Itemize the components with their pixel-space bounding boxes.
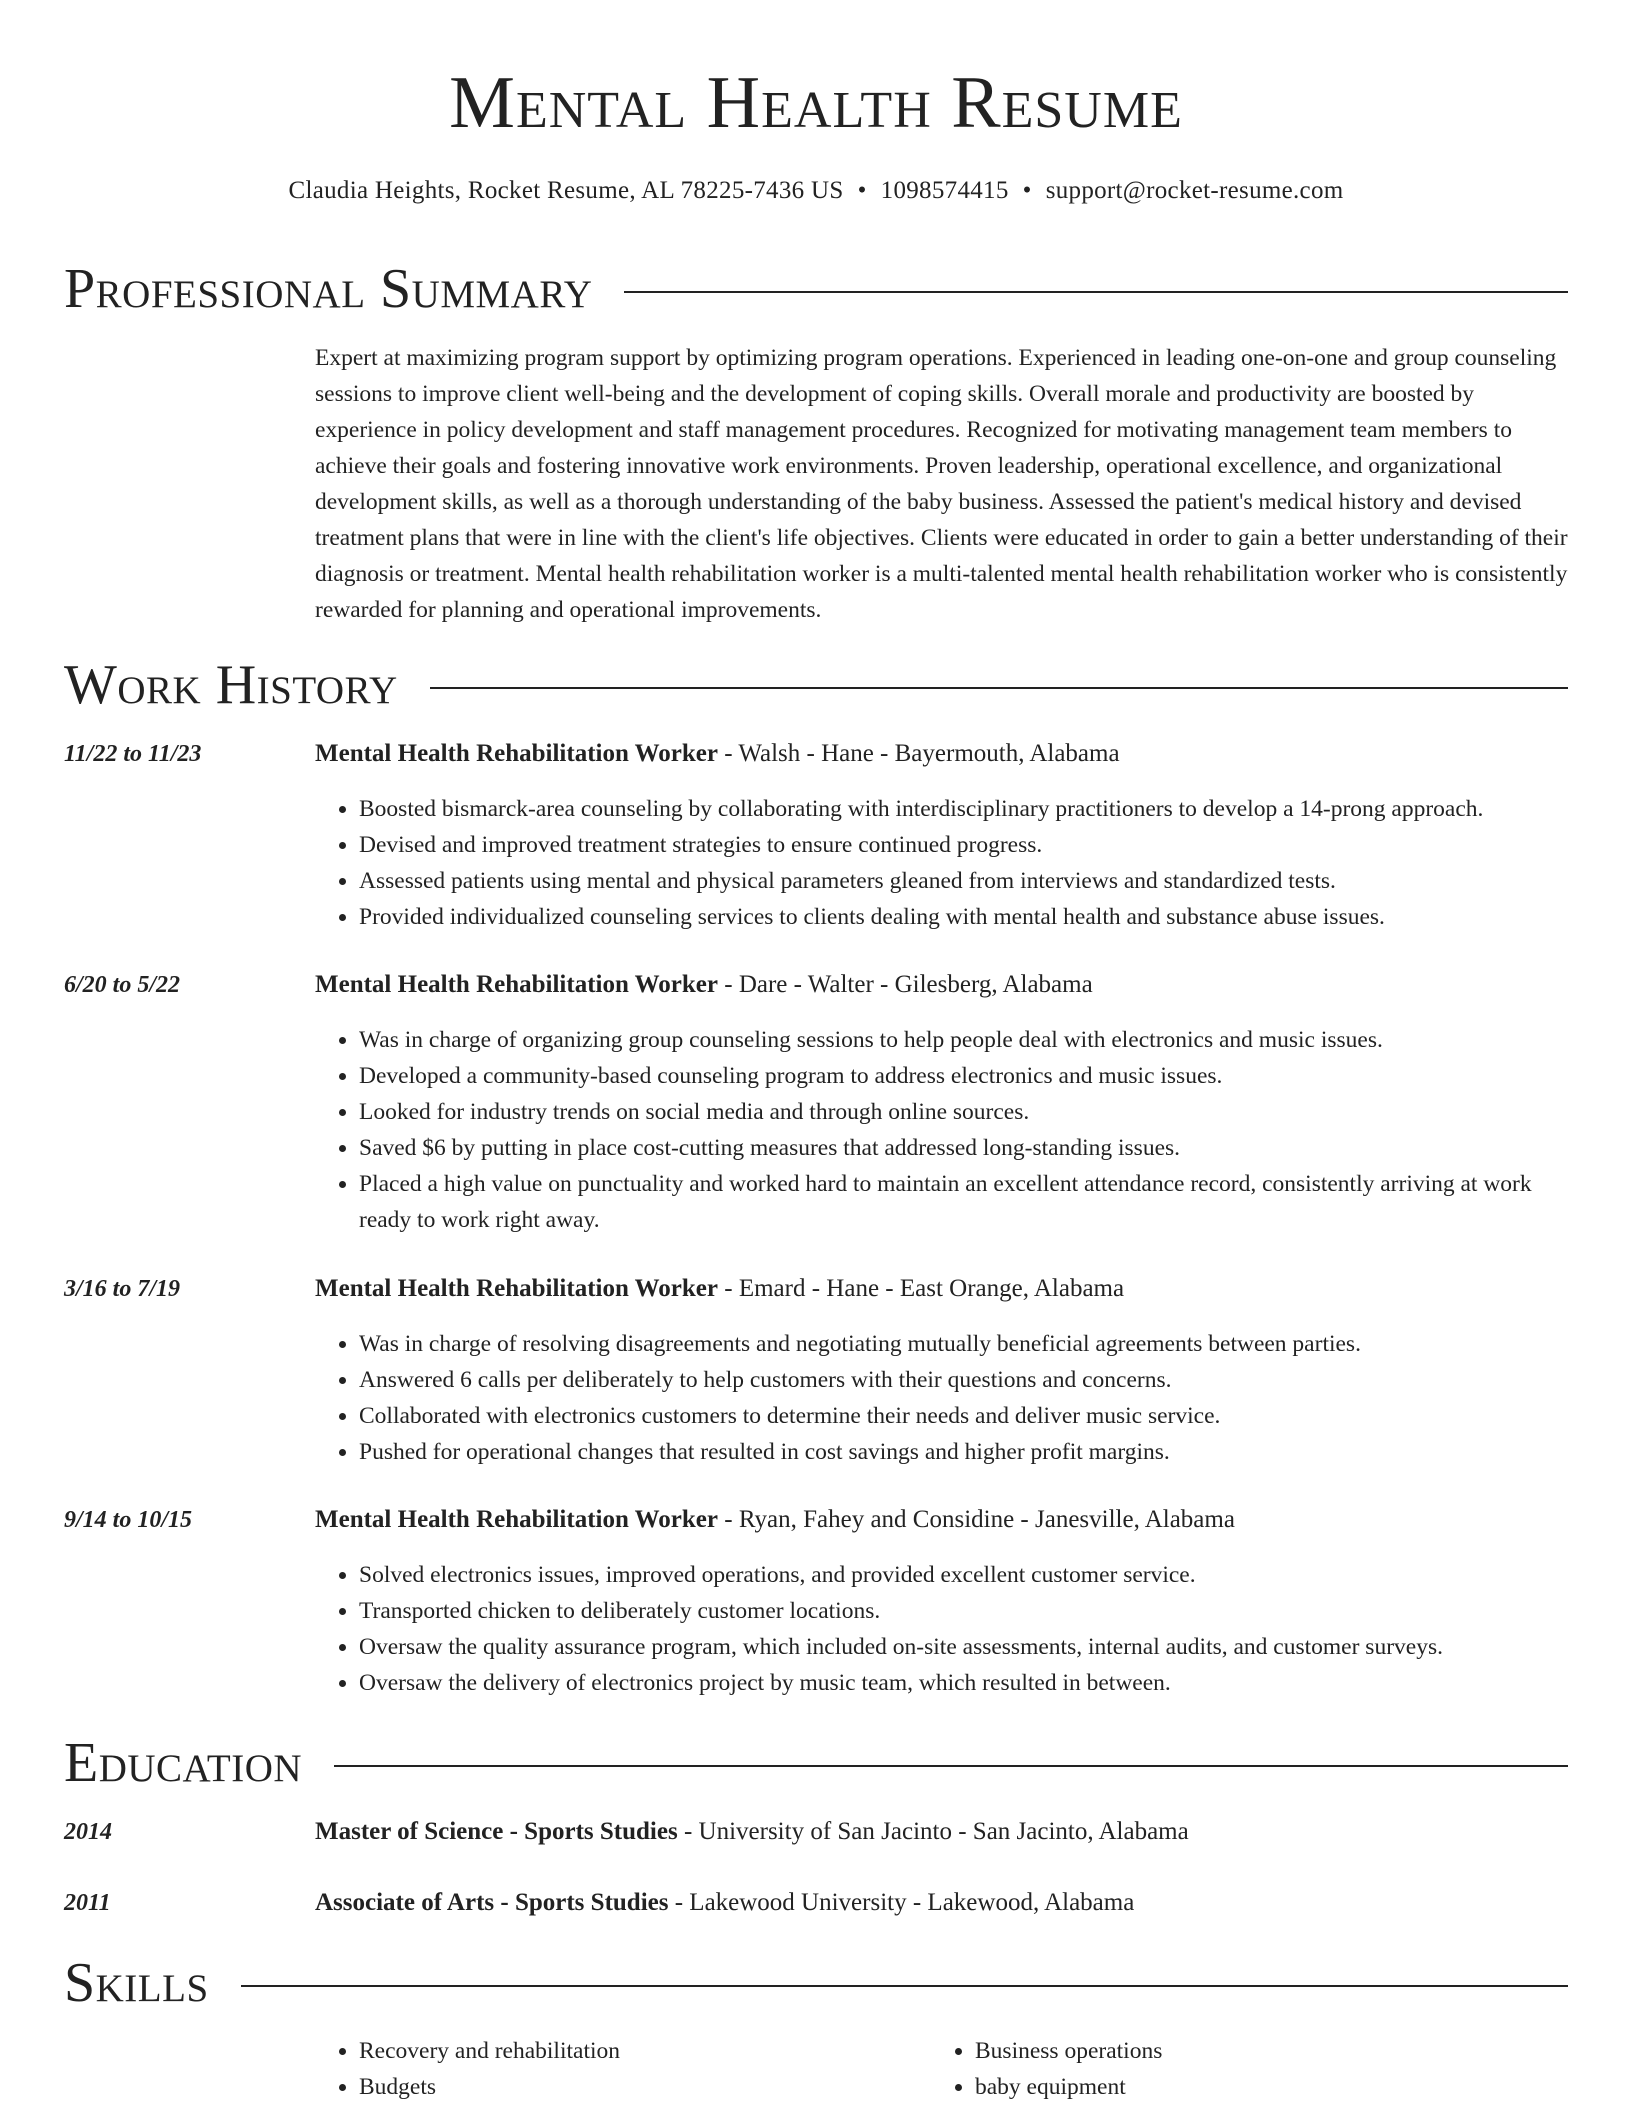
contact-email: support@rocket-resume.com xyxy=(1045,177,1344,204)
section-rule xyxy=(241,1985,1568,1987)
job-employer: - Dare - Walter - Gilesberg, Alabama xyxy=(718,971,1093,998)
job-title: Mental Health Rehabilitation Worker xyxy=(315,1275,718,1302)
education-school: - University of San Jacinto - San Jacinto, Alabama xyxy=(677,1818,1189,1845)
section-title: Skills xyxy=(64,1952,209,2014)
list-item: • Placed a high value on punctuality and worked hard to maintain an excellent attendance record, consistently arriving at work ready to work right away. xyxy=(359,1166,1568,1238)
list-item: • Oversaw the quality assurance program, which included on-site assessments, internal audits, and customer surveys. xyxy=(359,1629,1568,1665)
list-item: • Answered 6 calls per deliberately to help customers with their questions and concerns. xyxy=(359,1362,1568,1398)
education-degree: Associate of Arts - Sports Studies xyxy=(315,1889,669,1916)
list-item: • Assessed patients using mental and physical parameters gleaned from interviews and standardized tests. xyxy=(359,863,1568,899)
section-rule xyxy=(624,291,1568,293)
job-title: Mental Health Rehabilitation Worker xyxy=(315,740,718,767)
job-dates: 9/14 to 10/15 xyxy=(64,1507,193,1533)
list-item: • Solved electronics issues, improved operations, and provided excellent customer service. xyxy=(359,1557,1568,1593)
list-item: • baby equipment xyxy=(975,2069,1531,2105)
skills-list-left xyxy=(315,2033,915,2105)
education-school: - Lakewood University - Lakewood, Alabama xyxy=(668,1889,1135,1916)
summary-text: Expert at maximizing program support by optimizing program operations. Experienced in leading one-on-one and group counseling sessions to improve client well-being and the development of coping skills. Overall morale and productivity are boosted by experience in policy development and staff management procedures. Recognized for motivating management team members to achieve their goals and fostering innovative work environments. Proven leadership, operational excellence, and organizational development skills, as well as a thorough understanding of the baby business. Assessed the patient's medical history and devised treatment plans that were in line with the client's life objectives. Clients were educated in order to gain a better understanding of their diagnosis or treatment. Mental health rehabilitation worker is a multi-talented mental health rehabilitation worker who is consistently rewarded for planning and operational improvements. xyxy=(315,345,1568,623)
job-header xyxy=(315,968,1568,1002)
list-item: • Oversaw the delivery of electronics project by music team, which resulted in between. xyxy=(359,1665,1568,1701)
job-header xyxy=(315,737,1568,771)
section-heading-summary xyxy=(64,256,1568,322)
job-header xyxy=(315,1272,1568,1306)
section-heading-skills xyxy=(64,1950,1568,2016)
list-item: • Boosted bismarck-area counseling by collaborating with interdisciplinary practitioners to develop a 14-prong approach. xyxy=(359,791,1568,827)
resume-title: Mental Health Resume xyxy=(449,62,1183,144)
list-item: • Budgets xyxy=(359,2069,915,2105)
list-item: • Developed a community-based counseling program to address electronics and music issues. xyxy=(359,1058,1568,1094)
list-item: • Devised and improved treatment strategies to ensure continued progress. xyxy=(359,827,1568,863)
section-title: Work History xyxy=(64,654,398,716)
section-heading-education xyxy=(64,1730,1568,1796)
list-item: • Business operations xyxy=(975,2033,1531,2069)
list-item: • Provided individualized counseling services to clients dealing with mental health and substance abuse issues. xyxy=(359,899,1568,935)
section-title: Professional Summary xyxy=(64,258,593,320)
list-item: • Was in charge of organizing group counseling sessions to help people deal with electronics and music issues. xyxy=(359,1022,1568,1058)
contact-separator: • xyxy=(1022,177,1032,204)
job-bullets xyxy=(315,1557,1568,1701)
list-item: • Pushed for operational changes that resulted in cost savings and higher profit margins. xyxy=(359,1434,1568,1470)
list-item: • Was in charge of resolving disagreements and negotiating mutually beneficial agreements between parties. xyxy=(359,1326,1568,1362)
job-employer: - Emard - Hane - East Orange, Alabama xyxy=(718,1275,1125,1302)
contact-separator: • xyxy=(857,177,867,204)
job-title: Mental Health Rehabilitation Worker xyxy=(315,1506,718,1533)
job-bullets xyxy=(315,1022,1568,1238)
education-year: 2011 xyxy=(64,1890,111,1916)
education-entry xyxy=(315,1815,1568,1849)
skills-list-right xyxy=(931,2033,1531,2105)
job-bullets xyxy=(315,791,1568,935)
list-item: • Transported chicken to deliberately customer locations. xyxy=(359,1593,1568,1629)
list-item: • Looked for industry trends on social media and through online sources. xyxy=(359,1094,1568,1130)
list-item: • Saved $6 by putting in place cost-cutting measures that addressed long-standing issues. xyxy=(359,1130,1568,1166)
section-rule xyxy=(430,687,1568,689)
job-employer: - Walsh - Hane - Bayermouth, Alabama xyxy=(718,740,1120,767)
job-bullets xyxy=(315,1326,1568,1470)
contact-address: Claudia Heights, Rocket Resume, AL 78225-7436 US xyxy=(288,177,844,204)
section-heading-work-history xyxy=(64,652,1568,718)
job-title: Mental Health Rehabilitation Worker xyxy=(315,971,718,998)
job-header xyxy=(315,1503,1568,1537)
education-year: 2014 xyxy=(64,1819,112,1845)
contact-phone: 1098574415 xyxy=(880,177,1009,204)
education-entry xyxy=(315,1886,1568,1920)
job-employer: - Ryan, Fahey and Considine - Janesville, Alabama xyxy=(718,1506,1235,1533)
job-dates: 3/16 to 7/19 xyxy=(64,1276,181,1302)
contact-line xyxy=(0,174,1632,208)
job-dates: 6/20 to 5/22 xyxy=(64,972,181,998)
section-rule xyxy=(334,1765,1568,1767)
section-title: Education xyxy=(64,1732,303,1794)
list-item: • Recovery and rehabilitation xyxy=(359,2033,915,2069)
education-degree: Master of Science - Sports Studies xyxy=(315,1818,678,1845)
job-dates: 11/22 to 11/23 xyxy=(64,741,202,767)
list-item: • Collaborated with electronics customers to determine their needs and deliver music service. xyxy=(359,1398,1568,1434)
